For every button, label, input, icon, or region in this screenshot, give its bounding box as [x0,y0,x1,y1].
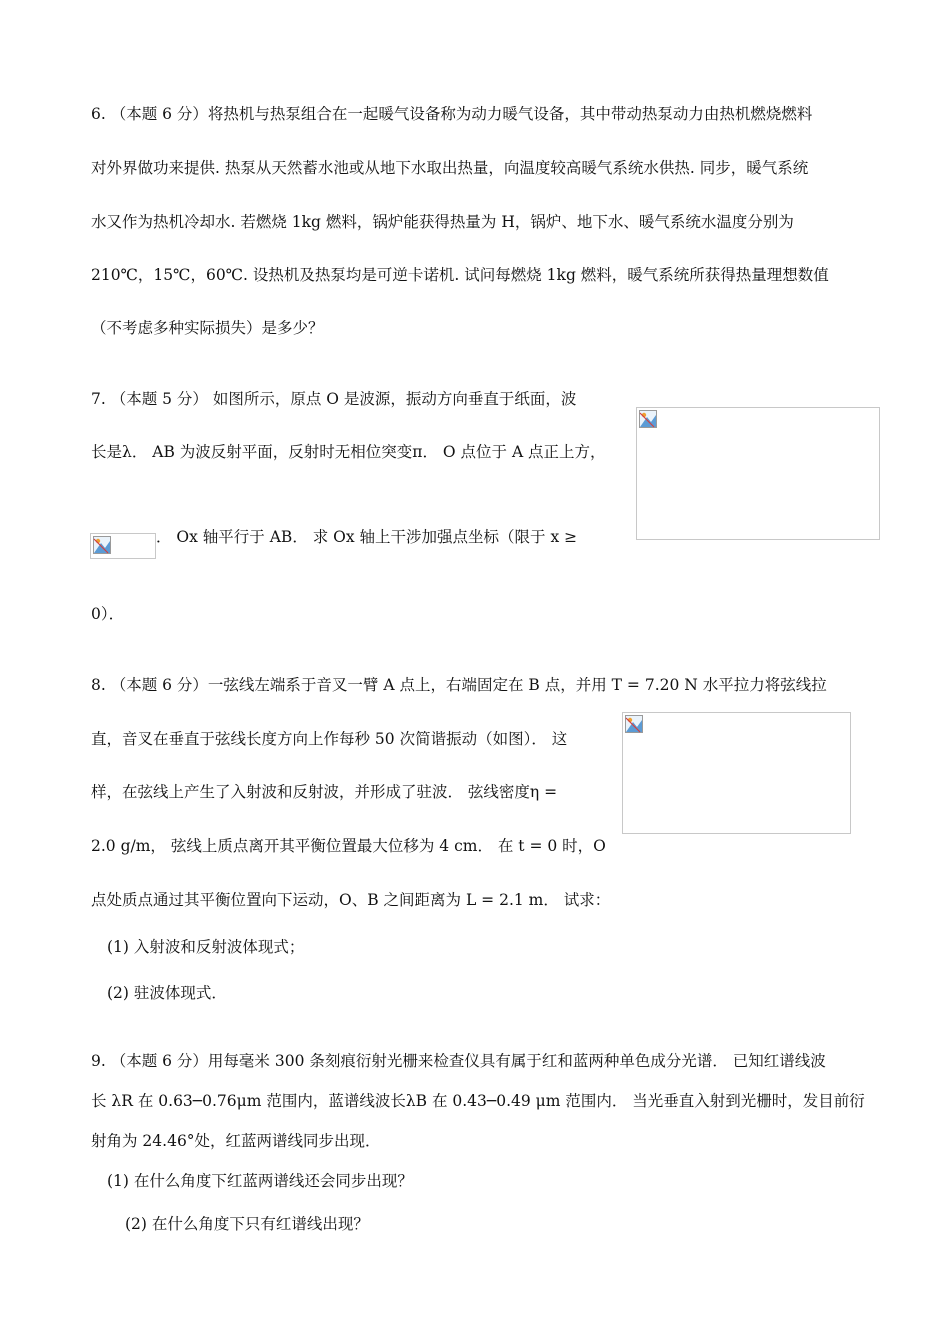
broken-image-icon [93,536,111,554]
q8-line-4: 2.0 g/m， 弦线上质点离开其平衡位置最大位移为 4 cm． 在 t = 0 时，O [91,837,606,855]
q7-line-1: 7. （本题 5 分） 如图所示，原点 O 是波源，振动方向垂直于纸面，波 [91,390,577,408]
q7-inline-figure [90,533,156,559]
q6-line-4: 210℃，15℃，60℃. 设热机及热泵均是可逆卡诺机. 试问每燃烧 1kg 燃料，暖气系统所获得热量理想数值 [91,266,829,284]
q6-line-2: 对外界做功来提供. 热泵从天然蓄水池或从地下水取出热量，向温度较高暖气系统水供热. 同步，暖气系统 [91,159,809,177]
broken-image-icon [639,410,657,428]
q8-line-5: 点处质点通过其平衡位置向下运动，O、B 之间距离为 L = 2.1 m． 试求： [91,891,611,909]
q8-line-2: 直，音叉在垂直于弦线长度方向上作每秒 50 次简谐振动（如图）． 这 [91,730,568,748]
q8-line-3: 样，在弦线上产生了入射波和反射波，并形成了驻波． 弦线密度η = [91,783,558,801]
q6-line-5: （不考虑多种实际损失）是多少？ [91,319,324,337]
q8-subquestion-2: (2) 驻波体现式． [107,984,227,1002]
q8-subquestion-1: (1) 入射波和反射波体现式； [107,938,305,956]
q6-line-1: 6. （本题 6 分）将热机与热泵组合在一起暖气设备称为动力暖气设备，其中带动热泵动力由热机燃烧燃料 [91,105,813,123]
broken-image-icon [625,715,643,733]
q9-line-1: 9. （本题 6 分）用每毫米 300 条刻痕衍射光栅来检查仪具有属于红和蓝两种单色成分光谱． 已知红谱线波 [91,1052,826,1070]
q7-line-2: 长是λ． AB 为波反射平面，反射时无相位突变π． O 点位于 A 点正上方， [91,443,606,461]
q6-line-3: 水又作为热机冷却水. 若燃烧 1kg 燃料，锅炉能获得热量为 H，锅炉、地下水、暖气系统水温度分别为 [91,213,794,231]
q7-line-3: ． Ox 轴平行于 AB． 求 Ox 轴上干涉加强点坐标（限于 x ≥ [156,528,578,546]
q7-figure [636,407,880,540]
q9-line-2: 长 λR 在 0.63─0.76μm 范围内，蓝谱线波长λB 在 0.43─0.49 μm 范围内． 当光垂直入射到光栅时，发目前衍 [91,1092,865,1110]
q9-subquestion-2: (2) 在什么角度下只有红谱线出现？ [125,1215,369,1233]
q7-line-4: 0）． [91,605,125,623]
q9-line-3: 射角为 24.46°处，红蓝两谱线同步出现． [91,1132,381,1150]
q9-subquestion-1: (1) 在什么角度下红蓝两谱线还会同步出现？ [107,1172,413,1190]
q8-figure [622,712,851,834]
q8-line-1: 8. （本题 6 分）一弦线左端系于音叉一臂 A 点上，右端固定在 B 点，并用 T = 7.20 N 水平拉力将弦线拉 [91,676,827,694]
